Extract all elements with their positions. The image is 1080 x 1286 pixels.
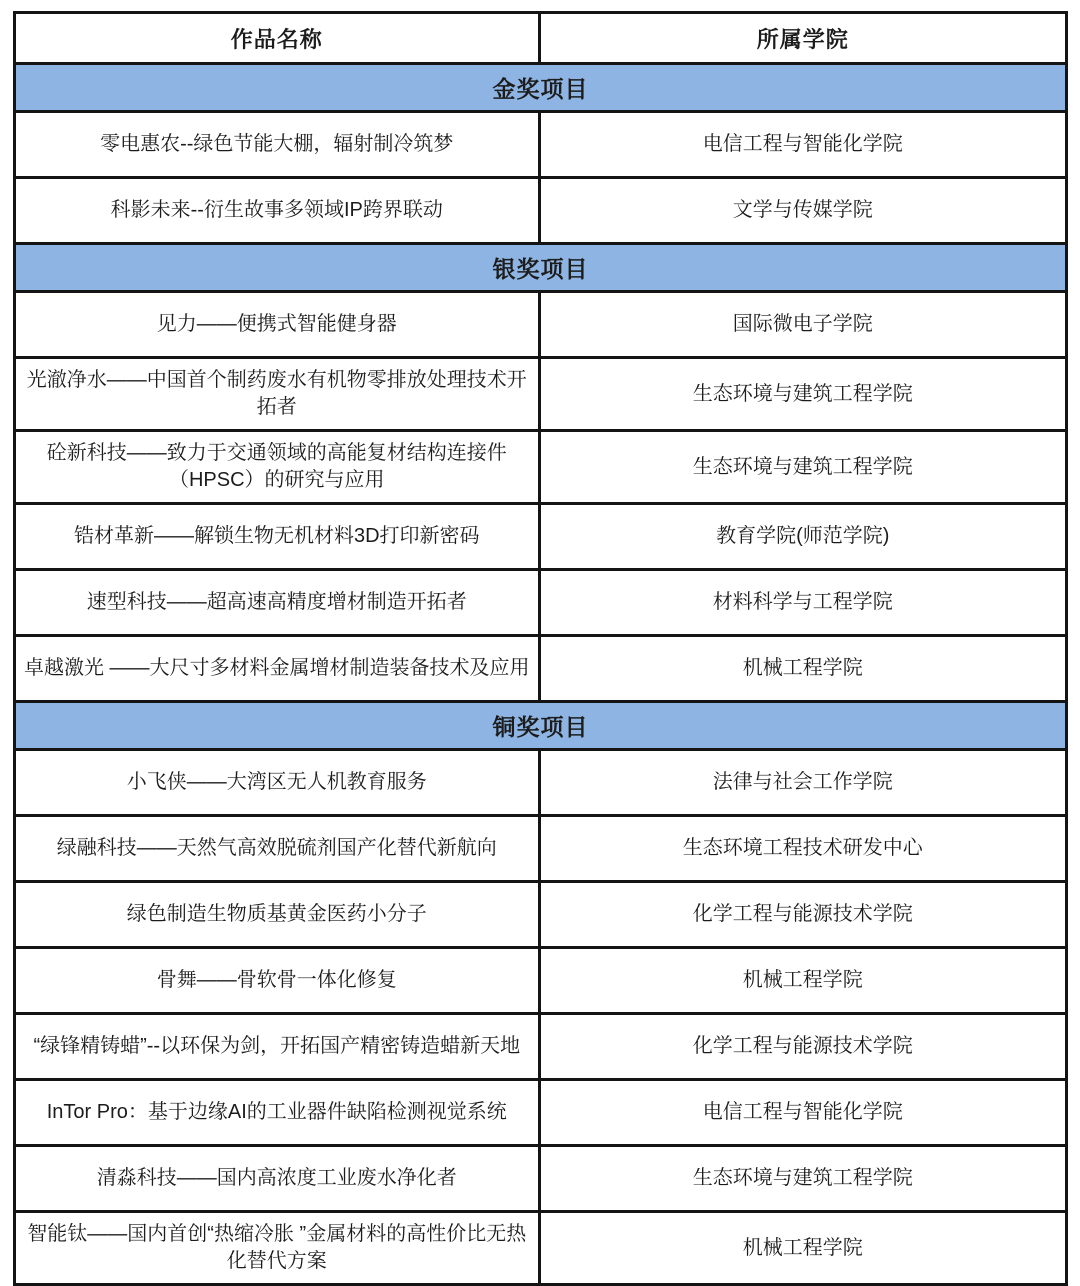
college-cell: 材料科学与工程学院 (539, 570, 1066, 636)
project-row (15, 570, 1067, 636)
project-name-cell: 科影未来--衍生故事多领域IP跨界联动 (15, 178, 540, 244)
project-name-cell: 绿色制造生物质基黄金医药小分子 (15, 882, 540, 948)
project-row (15, 431, 1067, 504)
project-row (15, 1146, 1067, 1212)
college-cell: 法律与社会工作学院 (539, 750, 1066, 816)
award-band-title: 金奖项目 (15, 64, 1067, 112)
college-cell: 文学与传媒学院 (539, 178, 1066, 244)
project-row (15, 1014, 1067, 1080)
project-row (15, 504, 1067, 570)
project-name-cell: 零电惠农--绿色节能大棚，辐射制冷筑梦 (15, 112, 540, 178)
college-cell: 电信工程与智能化学院 (539, 1080, 1066, 1146)
award-band-title: 银奖项目 (15, 244, 1067, 292)
project-row (15, 1212, 1067, 1285)
project-row (15, 112, 1067, 178)
college-cell: 机械工程学院 (539, 636, 1066, 702)
award-band-row (15, 244, 1067, 292)
project-name-cell: 卓越激光 ——大尺寸多材料金属增材制造装备技术及应用 (15, 636, 540, 702)
awards-table-body (15, 64, 1067, 1285)
college-cell: 生态环境与建筑工程学院 (539, 1146, 1066, 1212)
project-row (15, 1080, 1067, 1146)
college-cell: 化学工程与能源技术学院 (539, 1014, 1066, 1080)
college-cell: 国际微电子学院 (539, 292, 1066, 358)
awards-table (13, 11, 1068, 1286)
project-name-cell: InTor Pro：基于边缘AI的工业器件缺陷检测视觉系统 (15, 1080, 540, 1146)
college-cell: 教育学院(师范学院) (539, 504, 1066, 570)
college-cell: 化学工程与能源技术学院 (539, 882, 1066, 948)
college-cell: 机械工程学院 (539, 1212, 1066, 1285)
project-row (15, 882, 1067, 948)
project-name-cell: 锆材革新——解锁生物无机材料3D打印新密码 (15, 504, 540, 570)
college-cell: 生态环境与建筑工程学院 (539, 431, 1066, 504)
college-cell: 生态环境工程技术研发中心 (539, 816, 1066, 882)
column-header-work-name: 作品名称 (15, 13, 540, 64)
project-row (15, 178, 1067, 244)
project-name-cell: 清淼科技——国内高浓度工业废水净化者 (15, 1146, 540, 1212)
project-name-cell: 智能钛——国内首创“热缩冷胀 ”金属材料的高性价比无热化替代方案 (15, 1212, 540, 1285)
project-name-cell: 砼新科技——致力于交通领域的高能复材结构连接件（HPSC）的研究与应用 (15, 431, 540, 504)
project-row (15, 292, 1067, 358)
project-name-cell: 绿融科技——天然气高效脱硫剂国产化替代新航向 (15, 816, 540, 882)
project-row (15, 948, 1067, 1014)
award-band-row (15, 702, 1067, 750)
project-row (15, 358, 1067, 431)
award-band-row (15, 64, 1067, 112)
project-row (15, 750, 1067, 816)
project-row (15, 636, 1067, 702)
project-name-cell: 速型科技——超高速高精度增材制造开拓者 (15, 570, 540, 636)
project-name-cell: 小飞侠——大湾区无人机教育服务 (15, 750, 540, 816)
column-header-college: 所属学院 (539, 13, 1066, 64)
project-name-cell: 见力——便携式智能健身器 (15, 292, 540, 358)
table-header-row (15, 13, 1067, 64)
project-name-cell: “绿锋精铸蜡”--以环保为剑，开拓国产精密铸造蜡新天地 (15, 1014, 540, 1080)
project-name-cell: 骨舞——骨软骨一体化修复 (15, 948, 540, 1014)
award-band-title: 铜奖项目 (15, 702, 1067, 750)
awards-table-container (13, 11, 1068, 1286)
college-cell: 电信工程与智能化学院 (539, 112, 1066, 178)
college-cell: 机械工程学院 (539, 948, 1066, 1014)
project-name-cell: 光澈净水——中国首个制药废水有机物零排放处理技术开拓者 (15, 358, 540, 431)
project-row (15, 816, 1067, 882)
college-cell: 生态环境与建筑工程学院 (539, 358, 1066, 431)
